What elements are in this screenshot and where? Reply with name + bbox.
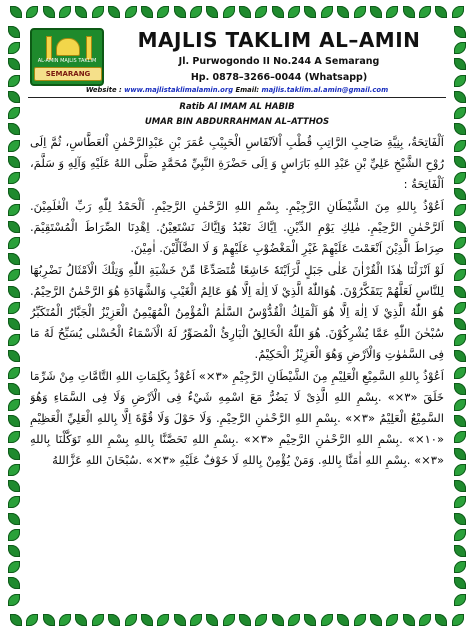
page-title: MAJLIS TAKLIM AL–AMIN: [137, 28, 421, 52]
border-leaf-icon: [454, 448, 466, 460]
border-leaf-icon: [454, 42, 466, 54]
border-leaf-icon: [125, 6, 137, 18]
logo-small-text: AL-AMIN MAJLIS TAKLIM: [37, 58, 97, 64]
border-leaf-icon: [8, 367, 20, 379]
border-leaf-icon: [454, 496, 466, 508]
border-leaf-icon: [419, 614, 431, 626]
border-leaf-icon: [454, 561, 466, 573]
border-leaf-icon: [92, 6, 104, 18]
border-leaf-icon: [272, 6, 284, 18]
website-label: Website :: [85, 86, 125, 94]
border-leaf-icon: [454, 513, 466, 525]
border-leaf-icon: [108, 6, 120, 18]
website-link[interactable]: www.majlistaklimalamin.org: [124, 86, 234, 94]
border-leaf-icon: [8, 480, 20, 492]
border-leaf-icon: [454, 140, 466, 152]
border-leaf-icon: [8, 204, 20, 216]
border-leaf-icon: [190, 614, 202, 626]
border-leaf-icon: [8, 42, 20, 54]
paragraph-dhikr: اَعُوْذُ بِاللهِ السَّمِيْعِ الْعَلِيْمِ مِنَ الشَّيْطَانِ الرَّجِيْمِ «٣×» اَعُوْذُ بِكَلِمَاتِ اللهِ التَّامَّاتِ مِنْ شَرِّمَا خَلَقَ «٣×» .بِسْمِ اللهِ الَّذِىْ لَا يَضُرُّ مَعَ اسْمِهِ شَيْءٌ فِى الْاَرْضِ وَلَا فِى السَّمَاءِ وَهُوَ السَّمِيْعُ الْعَلِيْمُ «٣×» .بِسْمِ اللهِ الرَّحْمٰنِ الرَّحِيْمِ. وَلَا حَوْلَ وَلَا قُوَّةَ اِلَّا بِاللهِ الْعَلِيِّ الْعَظِيْمِ «١٠×» .بِسْمِ اللهِ الرَّحْمٰنِ الرَّحِيْمِ «٣×» .بِسْمِ اللهِ تَحَصَّنَّا بِاللهِ بِسْمِ اللهِ تَوَكَّلْنَا بِاللهِ «٣×» .بِسْمِ اللهِ اٰمَنَّا بِاللهِ. وَمَنْ يُؤْمِنْ بِاللهِ لَا خَوْفٌ عَلَيْهِ «٣×» .سُبْحَانَ اللهِ عَزَّاللهُ: [30, 369, 444, 467]
border-leaf-icon: [8, 350, 20, 362]
border-leaf-icon: [8, 140, 20, 152]
border-leaf-icon: [8, 123, 20, 135]
border-leaf-icon: [75, 614, 87, 626]
border-leaf-icon: [174, 614, 186, 626]
border-leaf-icon: [8, 58, 20, 70]
border-leaf-icon: [403, 614, 415, 626]
subtitle-line-1: Ratib Al IMAM AL HABIB: [179, 102, 295, 112]
border-leaf-icon: [255, 6, 267, 18]
border-leaf-icon: [386, 614, 398, 626]
border-leaf-icon: [8, 221, 20, 233]
border-leaf-icon: [454, 188, 466, 200]
border-leaf-icon: [304, 6, 316, 18]
border-leaf-icon: [206, 614, 218, 626]
border-leaf-icon: [8, 318, 20, 330]
header-divider: [28, 97, 446, 98]
border-leaf-icon: [141, 614, 153, 626]
border-leaf-icon: [8, 545, 20, 557]
border-leaf-icon: [454, 415, 466, 427]
border-leaf-icon: [452, 614, 464, 626]
border-leaf-icon: [452, 6, 464, 18]
border-leaf-icon: [454, 577, 466, 589]
border-leaf-icon: [255, 614, 267, 626]
arabic-text-body: [30, 132, 444, 612]
border-leaf-icon: [454, 91, 466, 103]
border-leaf-icon: [75, 6, 87, 18]
border-leaf-icon: [454, 26, 466, 38]
border-leaf-icon: [8, 91, 20, 103]
border-leaf-icon: [454, 204, 466, 216]
minaret-right-icon: [86, 36, 92, 60]
paragraph-opening: اَلْفَاتِحَةُ، بِنِيَّةِ صَاحِبِ الرَّاتِبِ قُطْبِ اْلاَنْفَاسِ الْحَبِيْبِ عُمَرَ بْنِ عَبْدِالرَّحْمٰنِ اْلعَطَّاسِ، ثُمَّ اِلَى رُوْحِ الشَّيْخِ عَلِيِّ بْنِ عَبْدِ اللهِ بَارَاسٍ وَ اِلَى حَضْرَةِ النَّبِيِّ مُحَمَّدٍ صَلَّى اللهُ عَلَيْهِ وَآلِهِ وَ سَلَّمَ، اَلْفَاتِحَةُ :: [30, 135, 444, 191]
border-leaf-icon: [454, 350, 466, 362]
border-leaf-icon: [8, 496, 20, 508]
border-leaf-icon: [321, 6, 333, 18]
minaret-left-icon: [46, 36, 52, 60]
border-leaf-icon: [454, 594, 466, 606]
address-line: Jl. Purwogondo II No.244 A Semarang: [178, 56, 380, 67]
border-leaf-icon: [8, 237, 20, 249]
border-leaf-icon: [8, 75, 20, 87]
border-leaf-icon: [10, 6, 22, 18]
border-leaf-icon: [59, 6, 71, 18]
border-leaf-icon: [454, 156, 466, 168]
border-leaf-icon: [108, 614, 120, 626]
border-leaf-icon: [454, 367, 466, 379]
border-leaf-icon: [454, 464, 466, 476]
border-leaf-icon: [239, 6, 251, 18]
border-leaf-icon: [304, 614, 316, 626]
border-leaf-icon: [288, 614, 300, 626]
border-leaf-icon: [454, 58, 466, 70]
paragraph-hashr: لَوْ اَنْزَلْنَا هٰذَا الْقُرْاٰنَ عَلٰى جَبَلٍ لَّرَاَيْتَهٗ خَاشِعًا مُّتَصَدِّعًا مِّنْ خَشْيَةِ اللّٰهِ وَتِلْكَ الْاَمْثَالُ نَضْرِبُهَا لِلنَّاسِ لَعَلَّهُمْ يَتَفَكَّرُوْنَ. هُوَاللّٰهُ الَّذِيْ لَا اِلٰهَ اِلَّا هُوَ عَالِمُ الْغَيْبِ وَالشَّهَادَةِ هُوَ الرَّحْمٰنُ الرَّحِيْمُ. هُوَ اللّٰهُ الَّذِيْ لَا اِلٰهَ اِلَّا هُوَ اَلْمَلِكُ الْقُدُّوْسُ السَّلٰمُ الْمُؤْمِنُ الْمُهَيْمِنُ الْعَزِيْزُ الْجَبَّارُ الْمُتَكَبِّرُ سُبْحٰنَ اللّٰهِ عَمَّا يُشْرِكُوْنَ. هُوَ اللّٰهُ الْخَالِقُ الْبَارِئُ الْمُصَوِّرُ لَهُ الْاَسْمَاءُ الْحُسْنٰى يُسَبِّحُ لَهُ مَا فِى السَّمٰوٰتِ وَالْاَرْضِ وَهُوَ الْعَزِيْزُ الْحَكِيْمُ.: [30, 263, 444, 361]
border-leaf-icon: [43, 614, 55, 626]
border-leaf-icon: [454, 107, 466, 119]
email-label: Email:: [233, 86, 262, 94]
border-leaf-icon: [454, 221, 466, 233]
border-leaf-icon: [454, 237, 466, 249]
border-leaf-icon: [8, 156, 20, 168]
border-leaf-icon: [454, 253, 466, 265]
border-leaf-icon: [223, 6, 235, 18]
contact-line: [28, 86, 446, 94]
border-leaf-icon: [8, 302, 20, 314]
border-leaf-icon: [435, 6, 447, 18]
border-leaf-icon: [403, 6, 415, 18]
border-leaf-icon: [321, 614, 333, 626]
border-leaf-icon: [454, 529, 466, 541]
border-leaf-icon: [174, 6, 186, 18]
border-leaf-icon: [8, 172, 20, 184]
border-leaf-icon: [59, 614, 71, 626]
border-leaf-icon: [92, 614, 104, 626]
border-leaf-icon: [8, 26, 20, 38]
border-leaf-icon: [239, 614, 251, 626]
border-leaf-icon: [370, 614, 382, 626]
border-leaf-icon: [454, 172, 466, 184]
right-border: [452, 24, 468, 608]
left-border: [6, 24, 22, 608]
border-leaf-icon: [454, 399, 466, 411]
email-link[interactable]: majlis.taklim.al.amin@gmail.com: [261, 86, 389, 94]
border-leaf-icon: [8, 561, 20, 573]
border-leaf-icon: [10, 614, 22, 626]
border-leaf-icon: [454, 545, 466, 557]
border-leaf-icon: [8, 399, 20, 411]
border-leaf-icon: [8, 594, 20, 606]
border-leaf-icon: [354, 6, 366, 18]
subtitle-line-2: UMAR BIN ABDURRAHMAN AL–ATTHOS: [144, 117, 330, 127]
border-leaf-icon: [223, 614, 235, 626]
border-leaf-icon: [8, 286, 20, 298]
border-leaf-icon: [26, 6, 38, 18]
border-leaf-icon: [454, 75, 466, 87]
border-leaf-icon: [157, 6, 169, 18]
border-leaf-icon: [8, 513, 20, 525]
border-leaf-icon: [8, 383, 20, 395]
border-leaf-icon: [206, 6, 218, 18]
border-leaf-icon: [337, 6, 349, 18]
border-leaf-icon: [8, 529, 20, 541]
border-leaf-icon: [454, 480, 466, 492]
border-leaf-icon: [8, 415, 20, 427]
border-leaf-icon: [8, 577, 20, 589]
border-leaf-icon: [190, 6, 202, 18]
border-leaf-icon: [141, 6, 153, 18]
border-leaf-icon: [354, 614, 366, 626]
border-leaf-icon: [454, 286, 466, 298]
border-leaf-icon: [419, 6, 431, 18]
border-leaf-icon: [125, 614, 137, 626]
border-leaf-icon: [454, 334, 466, 346]
border-leaf-icon: [454, 269, 466, 281]
border-leaf-icon: [26, 614, 38, 626]
border-leaf-icon: [454, 302, 466, 314]
border-leaf-icon: [8, 431, 20, 443]
bottom-border: [8, 612, 466, 628]
border-leaf-icon: [272, 614, 284, 626]
border-leaf-icon: [288, 6, 300, 18]
logo-ribbon: SEMARANG: [34, 67, 102, 81]
border-leaf-icon: [454, 318, 466, 330]
border-leaf-icon: [454, 383, 466, 395]
border-leaf-icon: [43, 6, 55, 18]
border-leaf-icon: [8, 253, 20, 265]
border-leaf-icon: [8, 334, 20, 346]
border-leaf-icon: [8, 464, 20, 476]
border-leaf-icon: [8, 107, 20, 119]
paragraph-fatiha: اَعُوْذُ بِاللهِ مِنَ الشَّيْطَانِ الرَّجِيْمِ. بِسْمِ اللهِ الرَّحْمٰنِ الرَّحِيْمِ. اَلْحَمْدُ لِلّٰهِ رَبِّ الْعٰلَمِيْنَ. اَلرَّحْمٰنِ الرَّحِيْمِ. مٰلِكِ يَوْمِ الدِّيْنِ. اِيَّاكَ نَعْبُدُ وَاِيَّاكَ نَسْتَعِيْنُ. اِهْدِنَا الصِّرَاطَ الْمُسْتَقِيْمَ. صِرَاطَ الَّذِيْنَ اَنْعَمْتَ عَلَيْهِمْ غَيْرِ الْمَغْضُوْبِ عَلَيْهِمْ وَ لَا الضَّآلِّيْنَ. اٰمِيْنَ.: [30, 199, 444, 255]
top-border: [8, 4, 466, 20]
border-leaf-icon: [8, 448, 20, 460]
organization-logo: [30, 28, 104, 86]
border-leaf-icon: [454, 431, 466, 443]
border-leaf-icon: [157, 614, 169, 626]
border-leaf-icon: [370, 6, 382, 18]
border-leaf-icon: [386, 6, 398, 18]
border-leaf-icon: [337, 614, 349, 626]
border-leaf-icon: [454, 123, 466, 135]
phone-line: Hp. 0878–3266–0044 (Whatsapp): [190, 72, 368, 83]
border-leaf-icon: [8, 269, 20, 281]
border-leaf-icon: [8, 188, 20, 200]
border-leaf-icon: [435, 614, 447, 626]
mosque-dome-icon: [56, 38, 80, 56]
